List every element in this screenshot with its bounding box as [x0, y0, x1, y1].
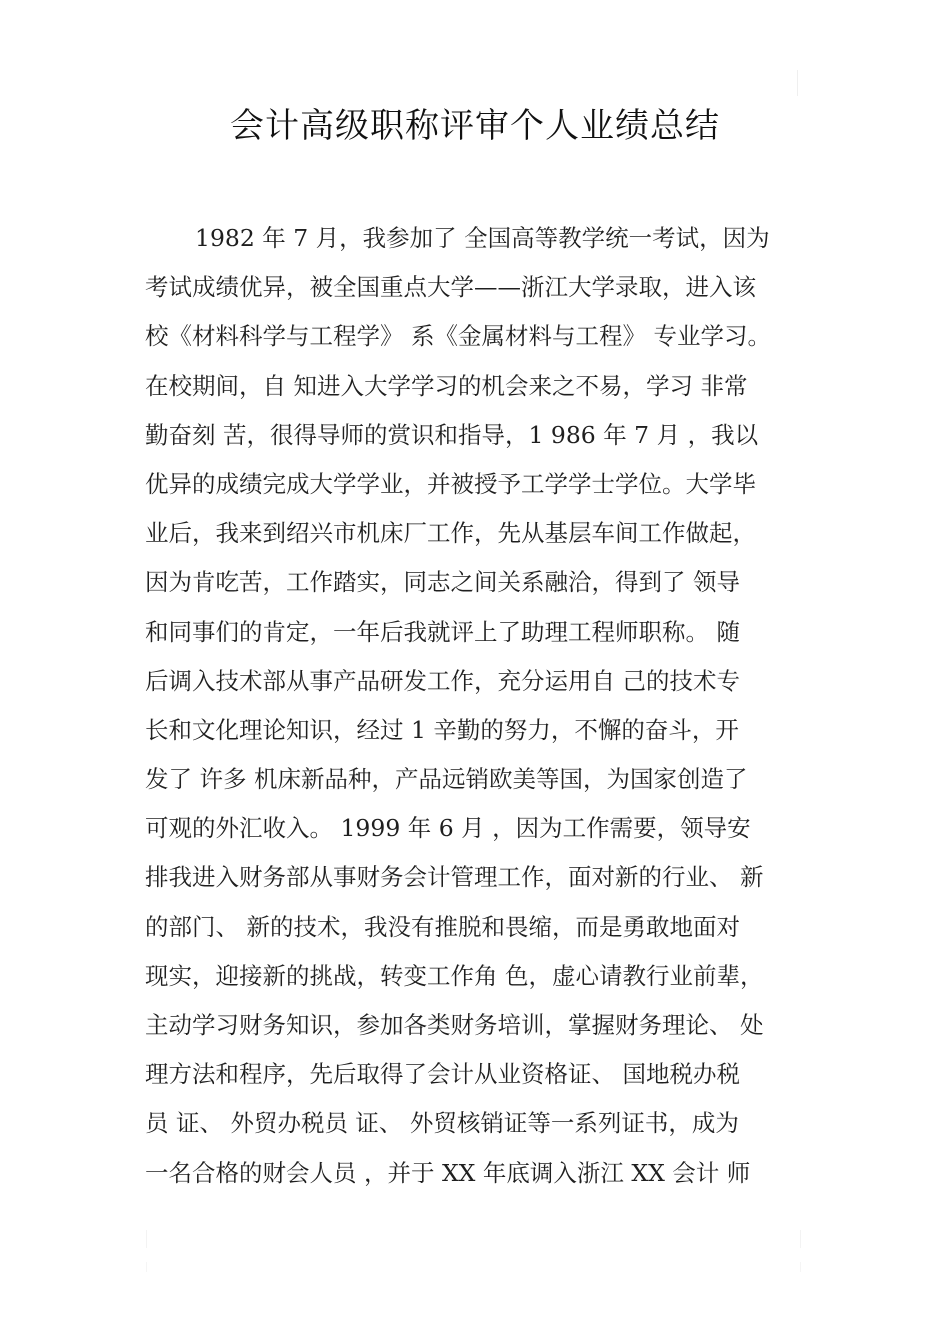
text-line: 现实，迎接新的挑战，转变工作角 色，虚心请教行业前辈，	[145, 961, 764, 990]
text-line: 后调入技术部从事产品研发工作，充分运用自 己的技术专	[145, 666, 740, 695]
text-line: 长和文化理论知识，经过 1 辛勤的努力，不懈的奋斗，开	[145, 715, 739, 744]
text-line: 一名合格的财会人员 ，并于 XX 年底调入浙江 XX 会计 师	[145, 1158, 751, 1187]
text-line: 考试成绩优异，被全国重点大学——浙江大学录取，进入该	[145, 273, 756, 302]
text-line: 因为肯吃苦，工作踏实，同志之间关系融洽，得到了 领导	[145, 568, 740, 597]
text-line: 员 证、 外贸办税员 证、 外贸核销证等一系列证书，成为	[145, 1109, 739, 1138]
text-line: 在校期间，自 知进入大学学习的机会来之不易，学习 非常	[145, 371, 748, 400]
text-line: 校《材料科学与工程学》 系《金属材料与工程》 专业学习。	[145, 322, 771, 351]
page-corner-mark	[797, 70, 798, 96]
text-line: 可观的外汇收入。 1999 年 6 月 ，因为工作需要，领导安	[145, 814, 751, 843]
text-line: 的部门、 新的技术，我没有推脱和畏缩，而是勇敢地面对	[145, 912, 740, 941]
text-line: 理方法和程序，先后取得了会计从业资格证、 国地税办税	[145, 1060, 740, 1089]
text-line: 主动学习财务知识，参加各类财务培训，掌握财务理论、 处	[145, 1011, 764, 1039]
text-line: 勤奋刻 苦，很得导师的赏识和指导，1 986 年 7 月 ，我以	[145, 420, 759, 449]
text-line: 业后，我来到绍兴市机床厂工作，先从基层车间工作做起，	[145, 519, 756, 548]
text-line: 发了 许多 机床新品种，产品远销欧美等国，为国家创造了	[145, 765, 748, 794]
page-corner-mark	[800, 1230, 801, 1248]
page-corner-mark	[800, 1262, 801, 1272]
text-line: 1982 年 7 月，我参加了 全国高等教学统一考试，因为	[195, 224, 770, 252]
page-corner-mark	[146, 1230, 147, 1248]
text-line: 和同事们的肯定，一年后我就评上了助理工程师职称。 随	[145, 617, 740, 646]
document-title: 会计高级职称评审个人业绩总结	[230, 106, 720, 146]
text-line: 排我进入财务部从事财务会计管理工作，面对新的行业、 新	[145, 863, 764, 892]
text-line: 优异的成绩完成大学学业，并被授予工学学士学位。大学毕	[145, 469, 756, 498]
body-paragraph	[145, 214, 825, 1198]
page-corner-mark	[146, 1262, 147, 1272]
